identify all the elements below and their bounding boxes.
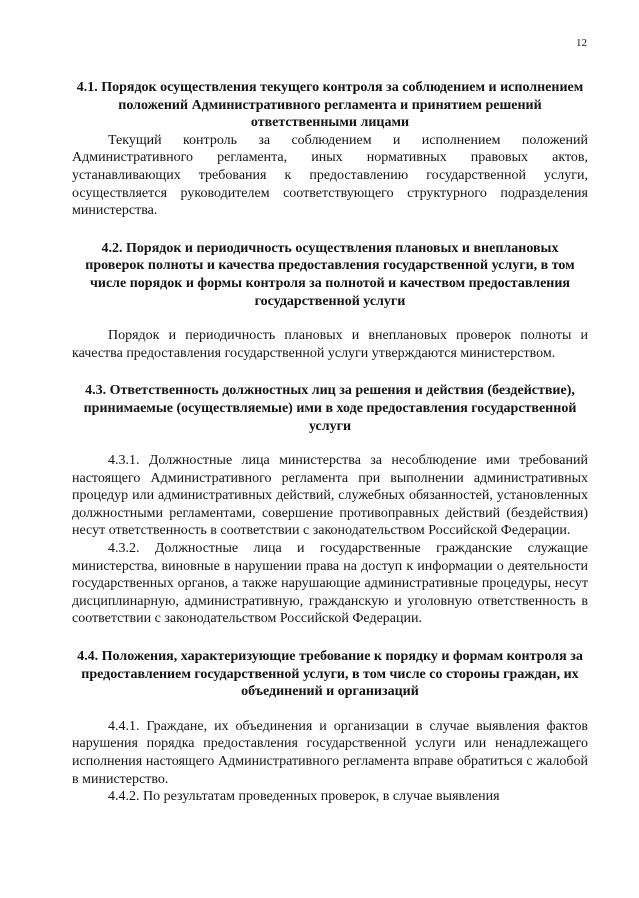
spacer bbox=[72, 701, 588, 718]
spacer bbox=[72, 628, 588, 648]
spacer bbox=[72, 220, 588, 240]
section-heading-4-3: 4.3. Ответственность должностных лиц за решения и действия (бездействие), принимаемые (осуществляемые) ими в ходе предоставления государственной услуги bbox=[83, 383, 577, 434]
paragraph: 4.4.1. Граждане, их объединения и организации в случае выявления фактов нарушения порядка предоставления государственной услуги или ненадлежащего исполнения настоящего Административного регламента вправе обратиться с жалобой в министерство. bbox=[72, 718, 588, 787]
paragraph: Текущий контроль за соблюдением и исполнением положений Административного регламента, иных нормативных правовых актов, устанавливающих требования к предоставлению государственной услуги, осуществляется руководителем соответствующего структурного подразделения министерства. bbox=[72, 132, 588, 219]
spacer bbox=[72, 362, 588, 382]
section-heading-4-1: 4.1. Порядок осуществления текущего контроля за соблюдением и исполнением положений Административного регламента и принятием решений ответственными лицами bbox=[76, 80, 584, 131]
document-body bbox=[72, 79, 588, 806]
paragraph: 4.3.1. Должностные лица министерства за несоблюдение ими требований настоящего Административного регламента при выполнении административных процедур или административных действий, служебных обязанностей, установленных должностными регламентами, совершение противоправных действий (бездействия) несут ответственность в соответствии с законодательством Российской Федерации. bbox=[72, 453, 588, 539]
section-heading-4-4: 4.4. Положения, характеризующие требование к порядку и формам контроля за предоставлением государственной услуги, в том числе со стороны граждан, их объединений и организаций bbox=[77, 649, 583, 700]
paragraph: 4.3.2. Должностные лица и государственные гражданские служащие министерства, виновные в нарушении права на доступ к информации о деятельности государственных органов, а также нарушающие административные процедуры, несут дисциплинарную, административную, гражданскую и уголовную ответственность в соответствии с законодательством Российской Федерации. bbox=[72, 541, 588, 627]
paragraph: Порядок и периодичность плановых и внеплановых проверок полноты и качества предоставления государственной услуги утверждаются министерством. bbox=[72, 328, 588, 361]
page-number: 12 bbox=[576, 37, 587, 49]
spacer bbox=[72, 310, 588, 327]
spacer bbox=[72, 435, 588, 452]
paragraph: 4.4.2. По результатам проведенных проверок, в случае выявления bbox=[108, 789, 500, 805]
section-heading-4-2: 4.2. Порядок и периодичность осуществления плановых и внеплановых проверок полноты и качества предоставления государственной услуги, в том числе порядок и формы контроля за полнотой и качеством предоставления государственной услуги bbox=[85, 240, 575, 309]
